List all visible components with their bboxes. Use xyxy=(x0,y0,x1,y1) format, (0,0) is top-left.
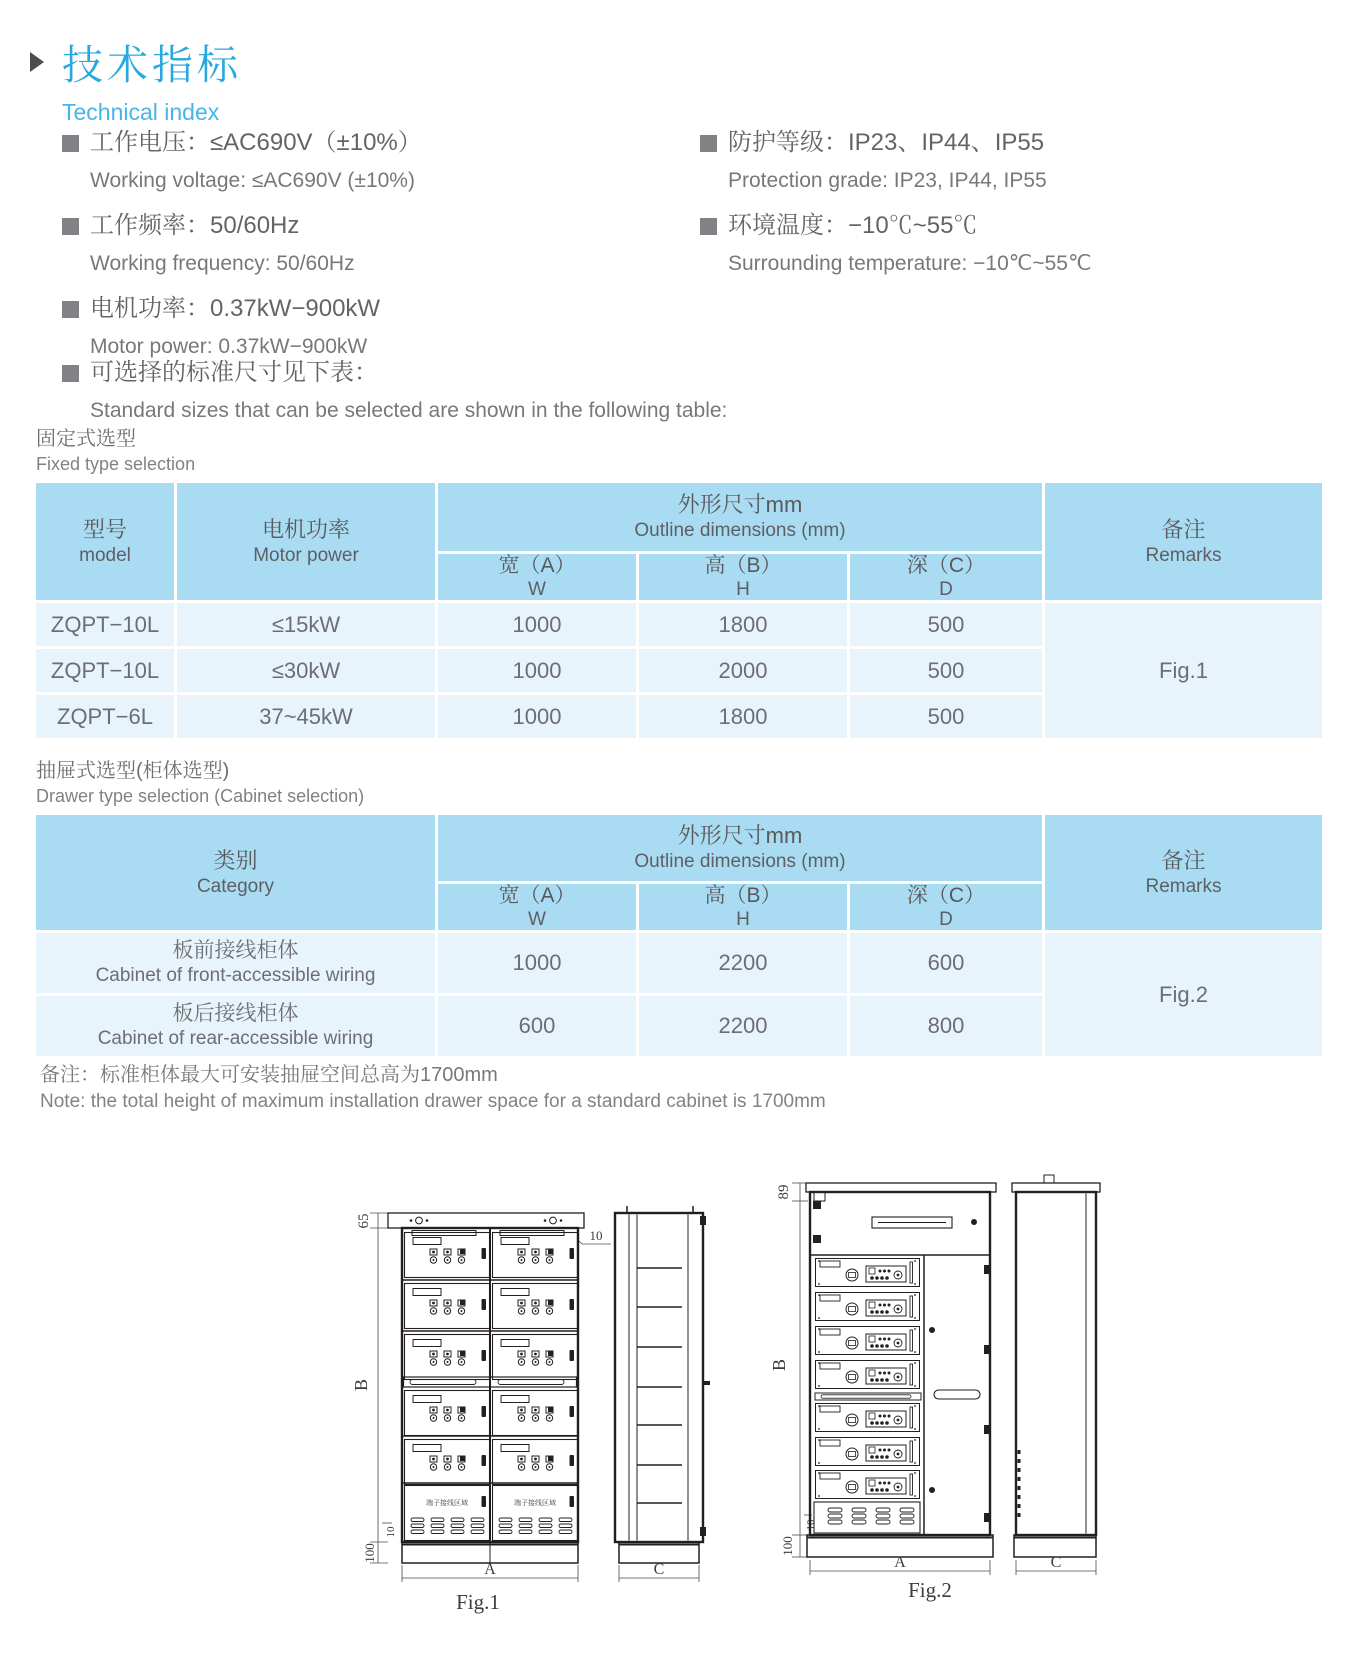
drawer-table-label-en: Drawer type selection (Cabinet selection) xyxy=(36,786,365,806)
bullet-square-icon xyxy=(700,135,717,152)
header-cell-width xyxy=(438,884,636,930)
fig2-caption: Fig.2 xyxy=(908,1578,952,1602)
table-cell-remarks: Fig.1 xyxy=(1045,603,1322,738)
fig2-dim-c: C xyxy=(1050,1554,1062,1571)
header-cell-remarks xyxy=(1045,483,1322,600)
table-cell: 2000 xyxy=(639,649,847,692)
fig1-drawing xyxy=(330,1150,730,1615)
bullet-square-icon xyxy=(62,365,79,382)
table-cell: ZQPT−6L xyxy=(36,695,174,738)
header-cell-model xyxy=(36,483,174,600)
spec-cn-text: 环境温度：−10℃~55℃ xyxy=(728,212,978,239)
header-power-cn: 电机功率 xyxy=(261,516,350,542)
category-en: Cabinet of rear-accessible wiring xyxy=(97,1028,374,1049)
table-cell: ZQPT−10L xyxy=(36,649,174,692)
fig1-dimensions xyxy=(351,1213,611,1563)
sizes-note-en: Standard sizes that can be selected are shown in the following table: xyxy=(90,399,728,422)
spec-cn-text: 电机功率：0.37kW−900kW xyxy=(90,295,381,322)
header-dims-cn: 外形尺寸mm xyxy=(677,492,803,517)
fig1-dim-a: A xyxy=(484,1561,496,1578)
arrow-icon xyxy=(30,52,44,72)
footnote-en: Note: the total height of maximum installation drawer space for a standard cabinet is 1700mm xyxy=(40,1091,826,1112)
header-cell-dimensions xyxy=(438,483,1042,551)
bullet-square-icon xyxy=(62,301,79,318)
category-cn: 板前接线柜体 xyxy=(172,939,299,962)
table-cell: 500 xyxy=(850,603,1042,646)
fig1-front-view xyxy=(388,1213,584,1582)
fig2-dim-89: 89 xyxy=(776,1184,792,1200)
fixed-table-label xyxy=(36,426,195,476)
sizes-note xyxy=(62,356,962,426)
header-cell-remarks xyxy=(1045,815,1322,930)
header-dims-en: Outline dimensions (mm) xyxy=(634,851,846,872)
spec-en-text: Working voltage: ≤AC690V (±10%) xyxy=(90,169,415,192)
header-remarks-en: Remarks xyxy=(1145,544,1222,566)
table-cell: 1000 xyxy=(438,603,636,646)
header-cell-power xyxy=(177,483,435,600)
header-cell-width xyxy=(438,554,636,600)
header-power-en: Motor power xyxy=(253,544,359,566)
table-cell: ≤15kW xyxy=(177,603,435,646)
header-cell-height xyxy=(639,884,847,930)
header-w-en: W xyxy=(528,579,546,600)
header-cell-dimensions xyxy=(438,815,1042,881)
spec-item xyxy=(62,126,672,196)
bullet-square-icon xyxy=(700,218,717,235)
category-en: Cabinet of front-accessible wiring xyxy=(95,965,376,986)
sizes-note-cn: 可选择的标准尺寸见下表： xyxy=(90,359,378,386)
table-cell: 1800 xyxy=(639,695,847,738)
table-cell: 1000 xyxy=(438,649,636,692)
spec-item xyxy=(700,126,1320,196)
fig1-dim-65: 65 xyxy=(356,1213,372,1229)
fig2-side-view xyxy=(1012,1175,1100,1575)
page-title: 技术指标 xyxy=(62,42,242,88)
header-cell-depth xyxy=(850,884,1042,930)
fig1-dim-10: 10 xyxy=(385,1526,397,1538)
header-cell-depth xyxy=(850,554,1042,600)
fig2-dim-100: 100 xyxy=(780,1536,795,1556)
fig2-dim-b: B xyxy=(769,1358,789,1372)
header-category-en: Category xyxy=(196,875,275,897)
header-dims-cn: 外形尺寸mm xyxy=(677,823,803,848)
header-remarks-en: Remarks xyxy=(1145,875,1222,897)
spec-cn-text: 工作频率：50/60Hz xyxy=(90,212,300,239)
table-cell: 600 xyxy=(850,933,1042,993)
header-h-en: H xyxy=(736,909,750,930)
header-remarks-cn: 备注 xyxy=(1161,516,1206,542)
fixed-type-table xyxy=(36,483,1322,738)
bullet-square-icon xyxy=(62,218,79,235)
spec-cn-text: 防护等级：IP23、IP44、IP55 xyxy=(728,129,1045,156)
fig2-dim-10: 10 xyxy=(805,1519,817,1531)
page-subtitle: Technical index xyxy=(62,99,220,125)
page-header xyxy=(30,32,242,126)
drawer-table-label-cn: 抽屉式选型(柜体选型) xyxy=(36,760,230,782)
spec-en-text: Surrounding temperature: −10℃~55℃ xyxy=(728,252,1092,275)
spec-item xyxy=(62,209,672,279)
table-cell: 2200 xyxy=(639,996,847,1056)
drawer-type-table xyxy=(36,815,1322,1056)
fig1-caption: Fig.1 xyxy=(456,1590,500,1614)
header-d-en: D xyxy=(939,579,953,600)
fig1-dim-100: 100 xyxy=(362,1543,377,1563)
fig1-terminal-label: 端子接线区域 xyxy=(426,1499,468,1507)
table-cell-remarks: Fig.2 xyxy=(1045,933,1322,1056)
table-cell: 500 xyxy=(850,695,1042,738)
header-h-cn: 高（B） xyxy=(704,884,782,907)
header-w-en: W xyxy=(528,909,546,930)
fig1-side-view xyxy=(615,1206,710,1582)
table-cell: 37~45kW xyxy=(177,695,435,738)
table-cell: 600 xyxy=(438,996,636,1056)
spec-list-right xyxy=(700,126,1320,292)
table-cell: 800 xyxy=(850,996,1042,1056)
spec-list-left xyxy=(62,126,672,375)
fig1-dim-c: C xyxy=(653,1561,665,1578)
header-d-cn: 深（C） xyxy=(906,884,986,907)
fig2-dim-a: A xyxy=(894,1554,906,1571)
fixed-table-label-en: Fixed type selection xyxy=(36,454,196,474)
table-cell: ZQPT−10L xyxy=(36,603,174,646)
category-cn: 板后接线柜体 xyxy=(172,1002,299,1025)
header-d-en: D xyxy=(939,909,953,930)
fig1-dim-b: B xyxy=(351,1378,371,1392)
footnote-cn: 备注：标准柜体最大可安装抽屉空间总高为1700mm xyxy=(40,1064,498,1086)
table-cell: 1800 xyxy=(639,603,847,646)
header-w-cn: 宽（A） xyxy=(498,554,576,577)
header-remarks-cn: 备注 xyxy=(1161,847,1206,873)
spec-en-text: Protection grade: IP23, IP44, IP55 xyxy=(728,169,1047,192)
table-cell-category xyxy=(36,933,435,993)
fig2-drawing xyxy=(712,1105,1104,1615)
header-model-cn: 型号 xyxy=(82,516,127,542)
drawer-table-label xyxy=(36,758,364,808)
fig2-front-view xyxy=(806,1183,996,1575)
table-cell: 2200 xyxy=(639,933,847,993)
spec-item xyxy=(700,209,1320,279)
header-cell-height xyxy=(639,554,847,600)
header-h-cn: 高（B） xyxy=(704,554,782,577)
footnote xyxy=(40,1062,826,1115)
fig1-terminal-label: 端子接线区域 xyxy=(514,1499,556,1507)
spec-en-text: Working frequency: 50/60Hz xyxy=(90,252,355,275)
header-model-en: model xyxy=(79,544,131,566)
bullet-square-icon xyxy=(62,135,79,152)
header-dims-en: Outline dimensions (mm) xyxy=(634,520,846,541)
table-cell-category xyxy=(36,996,435,1056)
spec-en-text: Motor power: 0.37kW−900kW xyxy=(90,335,368,358)
fixed-table-label-cn: 固定式选型 xyxy=(36,428,136,450)
fig1-dim-top-10: 10 xyxy=(589,1228,603,1243)
header-category-cn: 类别 xyxy=(213,847,258,873)
table-cell: 1000 xyxy=(438,933,636,993)
spec-item xyxy=(62,292,672,362)
header-h-en: H xyxy=(736,579,750,600)
spec-cn-text: 工作电压：≤AC690V（±10%） xyxy=(90,129,422,156)
table-cell: 1000 xyxy=(438,695,636,738)
header-d-cn: 深（C） xyxy=(906,554,986,577)
header-w-cn: 宽（A） xyxy=(498,884,576,907)
table-cell: ≤30kW xyxy=(177,649,435,692)
header-cell-category xyxy=(36,815,435,930)
table-cell: 500 xyxy=(850,649,1042,692)
